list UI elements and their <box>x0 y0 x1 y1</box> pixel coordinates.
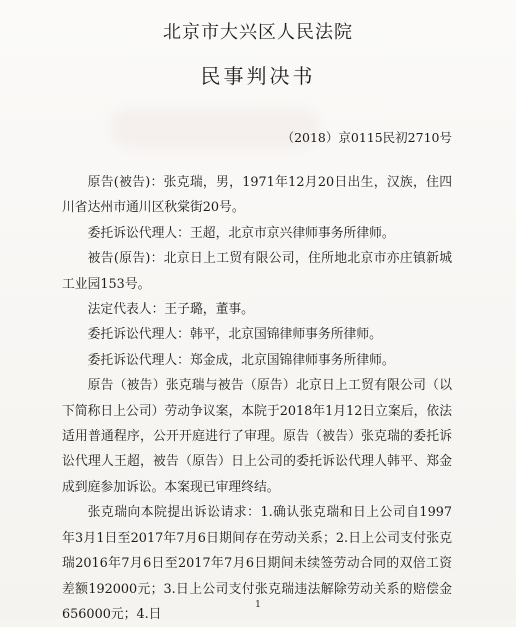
document-body <box>62 170 452 627</box>
paragraph-plaintiff: 原告(被告)：张克瑞，男，1971年12月20日出生，汉族，住四川省达州市通川区秋棠街20号。 <box>62 175 452 216</box>
court-name: 北京市大兴区人民法院 <box>163 22 353 43</box>
paragraph-case-summary: 原告（被告）张克瑞与被告（原告）北京日上工贸有限公司（以下简称日上公司）劳动争议案，本院于2018年1月12日立案后，依法适用普通程序，公开开庭进行了审理。原告（被告）张克瑞的委托诉讼代理人王超，被告（原告）日上公司的委托诉讼代理人韩平、郑金成到庭参加诉讼。本案现已审理终结。 <box>62 378 452 495</box>
document-title: 民事判决书 <box>200 64 316 88</box>
paragraph-legal-rep: 法定代表人：王子璐，董事。 <box>87 302 254 318</box>
paragraph-plaintiff-agent: 委托诉讼代理人：王超，北京市京兴律师事务所律师。 <box>87 225 395 241</box>
paragraph-defendant-agent-1: 委托诉讼代理人：韩平，北京国锦律师事务所律师。 <box>87 327 382 343</box>
paragraph-defendant-agent-2: 委托诉讼代理人：郑金成，北京国锦律师事务所律师。 <box>87 352 395 368</box>
case-number: （2018）京0115民初2710号 <box>281 130 452 145</box>
page-number: 1 <box>255 600 261 610</box>
paragraph-defendant: 被告(原告)：北京日上工贸有限公司，住所地北京市亦庄镇新城工业园153号。 <box>62 251 452 292</box>
paragraph-claims: 张克瑞向本院提出诉讼请求：1.确认张克瑞和日上公司自1997年3月1日至2017年7月6日期间存在劳动关系；2.日上公司支付张克瑞2016年7月6日至2017年7月6日期间未续签劳动合同的双倍工资差额192000元；3.日上公司支付张克瑞违法解除劳动关系的赔偿金656000元；4.日 <box>62 505 452 622</box>
